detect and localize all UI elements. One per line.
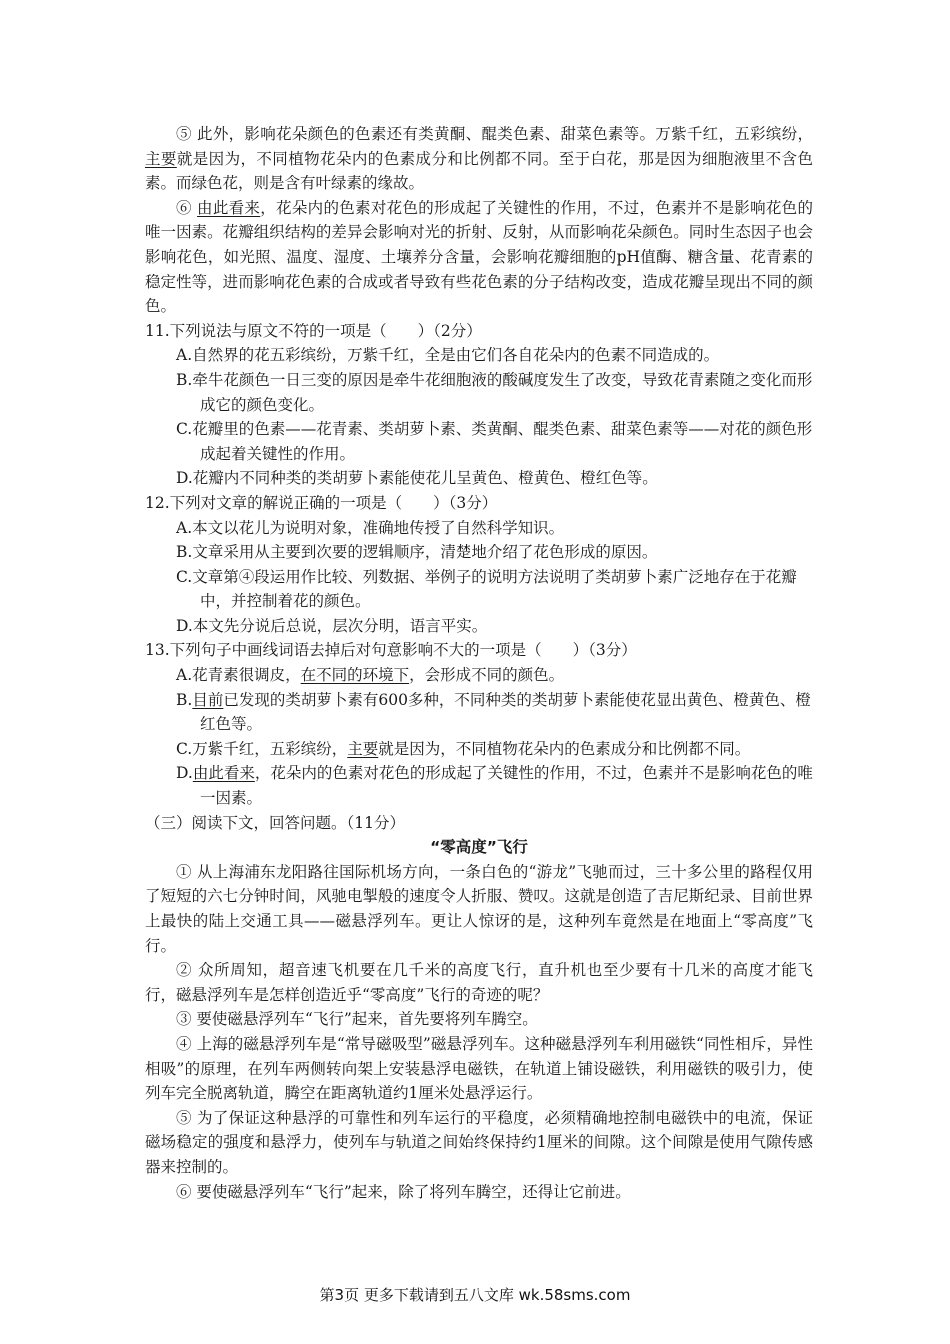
article-paragraph-6: ⑥ 要使磁悬浮列车“飞行”起来，除了将列车腾空，还得让它前进。 bbox=[176, 1182, 631, 1201]
question-13-option-d: D.由此看来，花朵内的色素对花色的形成起了关键性的作用，不过，色素并不是影响花色的唯一因素。 bbox=[176, 764, 813, 808]
question-11-option-a: A.自然界的花五彩缤纷，万紫千红，全是由它们各自花朵内的色素不同造成的。 bbox=[176, 346, 720, 365]
underlined-word: 主要 bbox=[145, 149, 177, 168]
question-13-option-c: C.万紫千红，五彩缤纷，主要就是因为，不同植物花朵内的色素成分和比例都不同。 bbox=[176, 739, 751, 758]
article-paragraph-2: ② 众所周知，超音速飞机要在几千米的高度飞行，直升机也至少要有十几米的高度才能飞行，磁悬浮列车是怎样创造近乎“零高度”飞行的奇迹的呢？ bbox=[145, 961, 813, 1004]
question-11-option-c: C.花瓣里的色素——花青素、类胡萝卜素、类黄酮、醌类色素、甜菜色素等——对花的颜色形成起着关键性的作用。 bbox=[176, 420, 813, 463]
question-12-option-b: B.文章采用从主要到次要的逻辑顺序，清楚地介绍了花色形成的原因。 bbox=[176, 543, 658, 562]
question-12-option-c: C.文章第④段运用作比较、列数据、举例子的说明方法说明了类胡萝卜素广泛地存在于花瓣中，并控制着花的颜色。 bbox=[176, 567, 797, 611]
underlined-phrase: 主要 bbox=[347, 739, 379, 758]
article-paragraph-5: ⑤ 为了保证这种悬浮的可靠性和列车运行的平稳度，必须精确地控制电磁铁中的电流，保证磁场稳定的强度和悬浮力，使列车与轨道之间始终保持约1厘米的间隙。这个间隙是使用气隙传感器来控制的。 bbox=[145, 1108, 813, 1176]
question-11-option-d: D.花瓣内不同种类的类胡萝卜素能使花儿呈黄色、橙黄色、橙红色等。 bbox=[176, 469, 658, 488]
page-content bbox=[145, 122, 813, 1204]
question-12-stem: 12.下列对文章的解说正确的一项是（ ）（3分） bbox=[145, 493, 498, 512]
underlined-phrase: 目前 bbox=[192, 690, 224, 709]
question-13-option-b: B.目前已发现的类胡萝卜素有600多种，不同种类的类胡萝卜素能使花显出黄色、橙黄色、橙红色等。 bbox=[176, 690, 811, 734]
section-heading: （三）阅读下文，回答问题。（11分） bbox=[145, 813, 405, 832]
article-title: “零高度”飞行 bbox=[430, 838, 528, 857]
question-12-option-a: A.本文以花儿为说明对象，准确地传授了自然科学知识。 bbox=[176, 518, 565, 537]
page-footer: 第3页 更多下载请到五八文库 wk.58sms.com bbox=[319, 1286, 631, 1304]
question-12-option-d: D.本文先分说后总说，层次分明，语言平实。 bbox=[176, 616, 488, 635]
question-11-option-b: B.牵牛花颜色一日三变的原因是牵牛花细胞液的酸碱度发生了改变，导致花青素随之变化而形成它的颜色变化。 bbox=[176, 370, 813, 414]
question-11-stem: 11.下列说法与原文不符的一项是（ ）（2分） bbox=[145, 321, 482, 340]
underlined-word: 由此看来 bbox=[197, 198, 261, 217]
underlined-phrase: 由此看来 bbox=[192, 764, 255, 783]
paragraph-5: ⑤ 此外，影响花朵颜色的色素还有类黄酮、醌类色素、甜菜色素等。万紫千红，五彩缤纷，主要就是因为，不同植物花朵内的色素成分和比例都不同。至于白花，那是因为细胞液里不含色素。而绿色花，则是含有叶绿素的缘故。 bbox=[145, 125, 813, 193]
question-13-option-a: A.花青素很调皮，在不同的环境下，会形成不同的颜色。 bbox=[176, 666, 565, 685]
article-paragraph-3: ③ 要使磁悬浮列车“飞行”起来，首先要将列车腾空。 bbox=[176, 1010, 538, 1029]
paragraph-6: ⑥ 由此看来，花朵内的色素对花色的形成起了关键性的作用，不过，色素并不是影响花色的唯一因素。花瓣组织结构的差异会影响对光的折射、反射，从而影响花朵颜色。同时生态因子也会影响花色，如光照、温度、湿度、土壤养分含量，会影响花瓣细胞的pH值酶、糖含量、花青素的稳定性等，进而影响花色素的合成或者导致有些花色素的分子结构改变，造成花瓣呈现出不同的颜色。 bbox=[145, 198, 813, 316]
underlined-phrase: 在不同的环境下 bbox=[300, 666, 410, 685]
article-paragraph-1: ① 从上海浦东龙阳路往国际机场方向，一条白色的“游龙”飞驰而过，三十多公里的路程仅用了短短的六七分钟时间，风驰电掣般的速度令人折服、赞叹。这就是创造了吉尼斯纪录、目前世界上最快的陆上交通工具——磁悬浮列车。更让人惊讶的是，这种列车竟然是在地面上“零高度”飞行。 bbox=[145, 862, 813, 955]
article-paragraph-4: ④ 上海的磁悬浮列车是“常导磁吸型”磁悬浮列车。这种磁悬浮列车利用磁铁“同性相斥，异性相吸”的原理，在列车两侧转向架上安装悬浮电磁铁，在轨道上铺设磁铁，利用磁铁的吸引力，使列车完全脱离轨道，腾空在距离轨道约1厘米处悬浮运行。 bbox=[145, 1034, 813, 1103]
question-13-stem: 13.下列句子中画线词语去掉后对句意影响不大的一项是（ ）（3分） bbox=[145, 641, 637, 660]
